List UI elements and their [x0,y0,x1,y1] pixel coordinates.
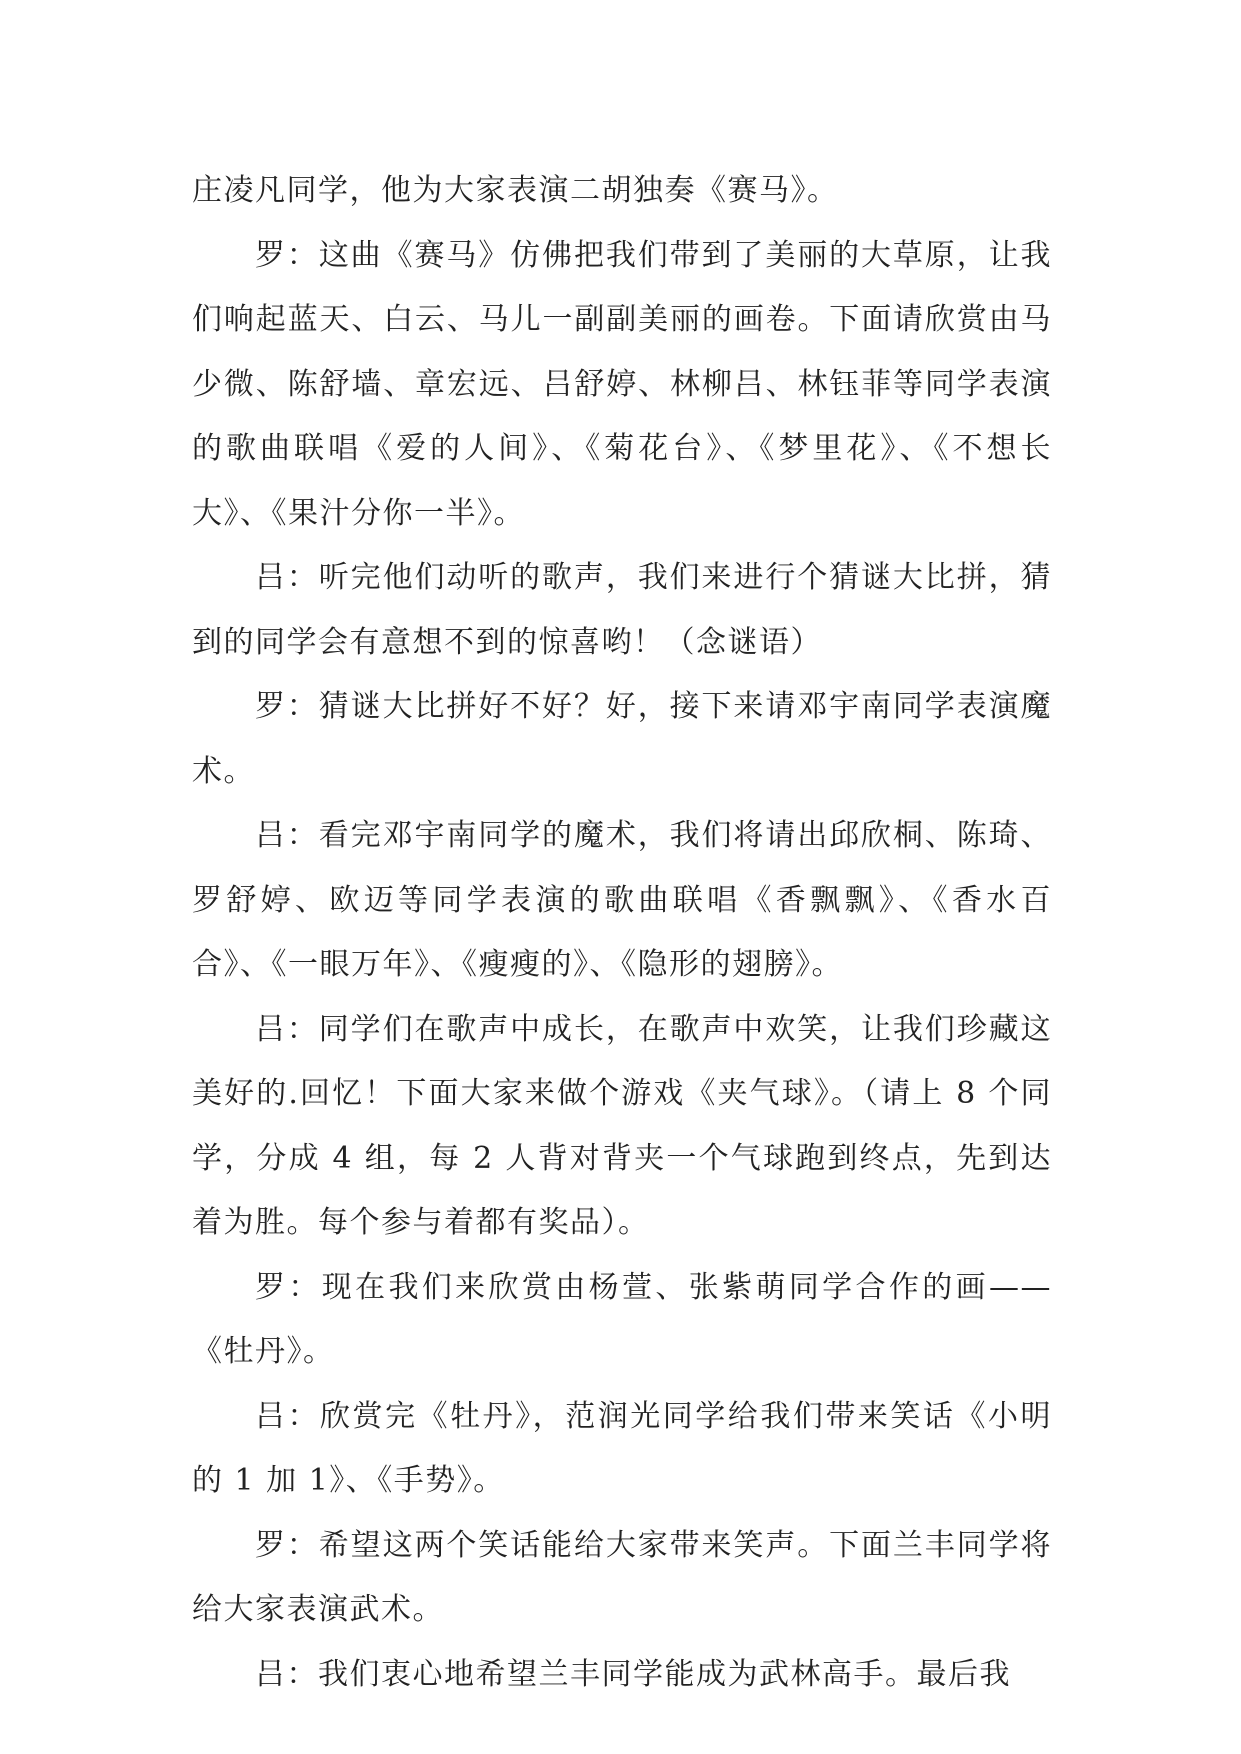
paragraph-1: 庄凌凡同学，他为大家表演二胡独奏《赛马》。 [192,173,839,208]
document-body [192,159,1052,1707]
paragraph-6: 吕：同学们在歌声中成长，在歌声中欢笑，让我们珍藏这美好的.回忆！下面大家来做个游戏《夹气球》。（请上 8 个同学，分成 4 组，每 2 人背对背夹一个气球跑到终点，先到达着为胜。每个参与着都有奖品）。 [192,1011,1052,1240]
paragraph-8: 吕：欣赏完《牡丹》，范润光同学给我们带来笑话《小明的 1 加 1》、《手势》。 [192,1398,1052,1498]
paragraph-7: 罗：现在我们来欣赏由杨萱、张紫萌同学合作的画——《牡丹》。 [192,1269,1052,1369]
paragraph-9: 罗：希望这两个笑话能给大家带来笑声。下面兰丰同学将给大家表演武术。 [192,1527,1052,1627]
paragraph-2: 罗：这曲《赛马》仿佛把我们带到了美丽的大草原，让我们响起蓝天、白云、马儿一副副美丽的画卷。下面请欣赏由马少微、陈舒墙、章宏远、吕舒婷、林柳吕、林钰菲等同学表演的歌曲联唱《爱的人间》、《菊花台》、《梦里花》、《不想长大》、《果汁分你一半》。 [192,237,1052,531]
paragraph-5: 吕：看完邓宇南同学的魔术，我们将请出邱欣桐、陈琦、罗舒婷、欧迈等同学表演的歌曲联唱《香飘飘》、《香水百合》、《一眼万年》、《瘦瘦的》、《隐形的翅膀》。 [192,818,1052,982]
paragraph-3: 吕：听完他们动听的歌声，我们来进行个猜谜大比拼，猜到的同学会有意想不到的惊喜哟！（念谜语） [192,560,1052,660]
paragraph-4: 罗：猜谜大比拼好不好？好，接下来请邓宇南同学表演魔术。 [192,689,1052,789]
paragraph-10: 吕：我们衷心地希望兰丰同学能成为武林高手。最后我 [255,1656,1011,1692]
